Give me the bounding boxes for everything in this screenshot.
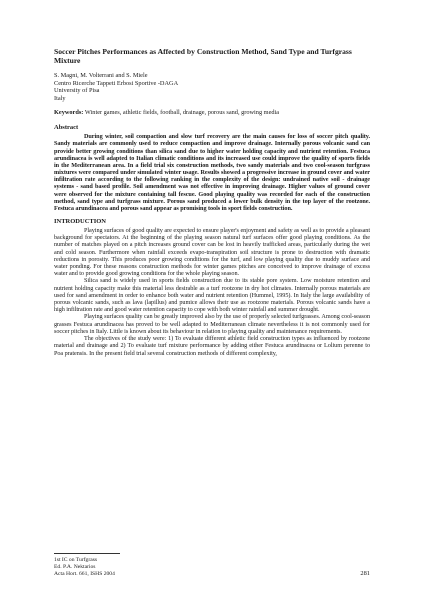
- page-footer: [54, 553, 370, 593]
- page-number: 281: [360, 570, 370, 577]
- introduction-section: [54, 218, 370, 357]
- intro-paragraph-4: The objectives of the study were: 1) To evaluate different athletic field construction types as influenced by rootzone material and drainage and 2) To evaluate turf mixture performance by adding either Festuca arundinacea or Lolium perenne to Poa pratensis. In the present field trial several construction methods of different complexity,: [54, 335, 370, 357]
- abstract-heading: Abstract: [54, 124, 79, 132]
- intro-paragraph-2: Silica sand is widely used in sports fields construction due to its stable pore system. Low moisture retention and nutrient holding capacity make this material less desirable as a turf rootzone in dry hot climates. Internally porous materials are used for sand amendment in order to enhance both water and nutrient retention (Hummel, 1995). In Italy the large availability of porous volcanic sands, such as lava (lapillus) and pumice allows their use as rootzone materials. Porous volcanic sands have a high infiltration rate and good water retention capacity to cope with both winter rainfall and summer drought.: [54, 277, 370, 314]
- affiliation-line-3: Italy: [54, 94, 66, 102]
- intro-paragraph-1: Playing surfaces of good quality are expected to ensure player's enjoyment and safety as well as to provide a pleasant background for spectators. At the beginning of the playing season natural turf surfaces offer good playing conditions. As the number of matches played on a pitch increases ground cover can be lost in heavily trafficked areas, particularly during the wet and cold season. Furthermore when rainfall exceeds evapo-transpiration soil structure is prone to destruction with dramatic reductions in porosity. This produces poor growing conditions for the turf, and low playing quality due to muddy surface and water ponding. For these reasons construction methods for winter games pitches are conceived to improve drainage of excess water and to provide good growing conditions for the whole playing season.: [54, 227, 370, 278]
- paper-title: Soccer Pitches Performances as Affected by Construction Method, Sand Type and Turfgrass Mixture: [54, 47, 352, 66]
- paper-page: [54, 47, 370, 587]
- affiliation-line-2: University of Pisa: [54, 87, 100, 95]
- authors: S. Magni, M. Volterrani and S. Miele: [54, 71, 148, 79]
- footer-conference: 1st IC on Turfgrass: [54, 557, 98, 563]
- keywords-label: Keywords:: [54, 108, 84, 116]
- footer-divider: [54, 553, 120, 554]
- footer-editor: Ed. P.A. Nektarios: [54, 563, 96, 570]
- abstract-text: During winter, soil compaction and slow turf recovery are the main causes for loss of soccer pitch quality. Sandy materials are commonly used to reduce compaction and improve drainage. Internally porous volcanic sand can provide better growing conditions than silica sand due to higher water holding capacity and nutrient retention. Festuca arundinacea is well adapted to Italian climatic conditions and its increased use could improve the quality of sports fields in the Mediterranean area. In a field trial six construction methods, two sandy materials and two cool-season turfgrass mixtures were compared under simulated winter usage. Results showed a progressive increase in ground cover and water infiltration rate according to the following ranking in the complexity of the design: undrained native soil - drainage systems - sand based profile. Soil amendment was not effective in improving drainage. Higher values of ground cover were observed for the mixture containing tall fescue. Good playing quality was recorded for each of the construction method, sand type and turfgrass mixture. Porous sand produced a lower bulk density in the top layer of the rootzone. Festuca arundinacea and porous sand appear as promising tools in sport fields construction.: [54, 133, 370, 212]
- introduction-heading: INTRODUCTION: [54, 218, 107, 226]
- keywords-text: Winter games, athletic fields, football, drainage, porous sand, growing media: [84, 108, 280, 116]
- intro-paragraph-3: Playing surfaces quality can be greatly improved also by the use of properly selected turfgrasses. Among cool-season grasses Festuca arundinacea has proved to be well adapted to Mediterranean climate nevertheless it is not commonly used for soccer pitches in Italy. Little is known about its behaviour in relation to playing quality and maintenance requirements.: [54, 313, 370, 335]
- affiliation-line-1: Centro Ricerche Tappeti Erbosi Sportive -DAGA: [54, 79, 179, 87]
- author-block: [54, 72, 370, 103]
- footer-citation: Acta Hort. 661, ISHS 2004: [54, 570, 115, 577]
- keywords: [54, 109, 370, 117]
